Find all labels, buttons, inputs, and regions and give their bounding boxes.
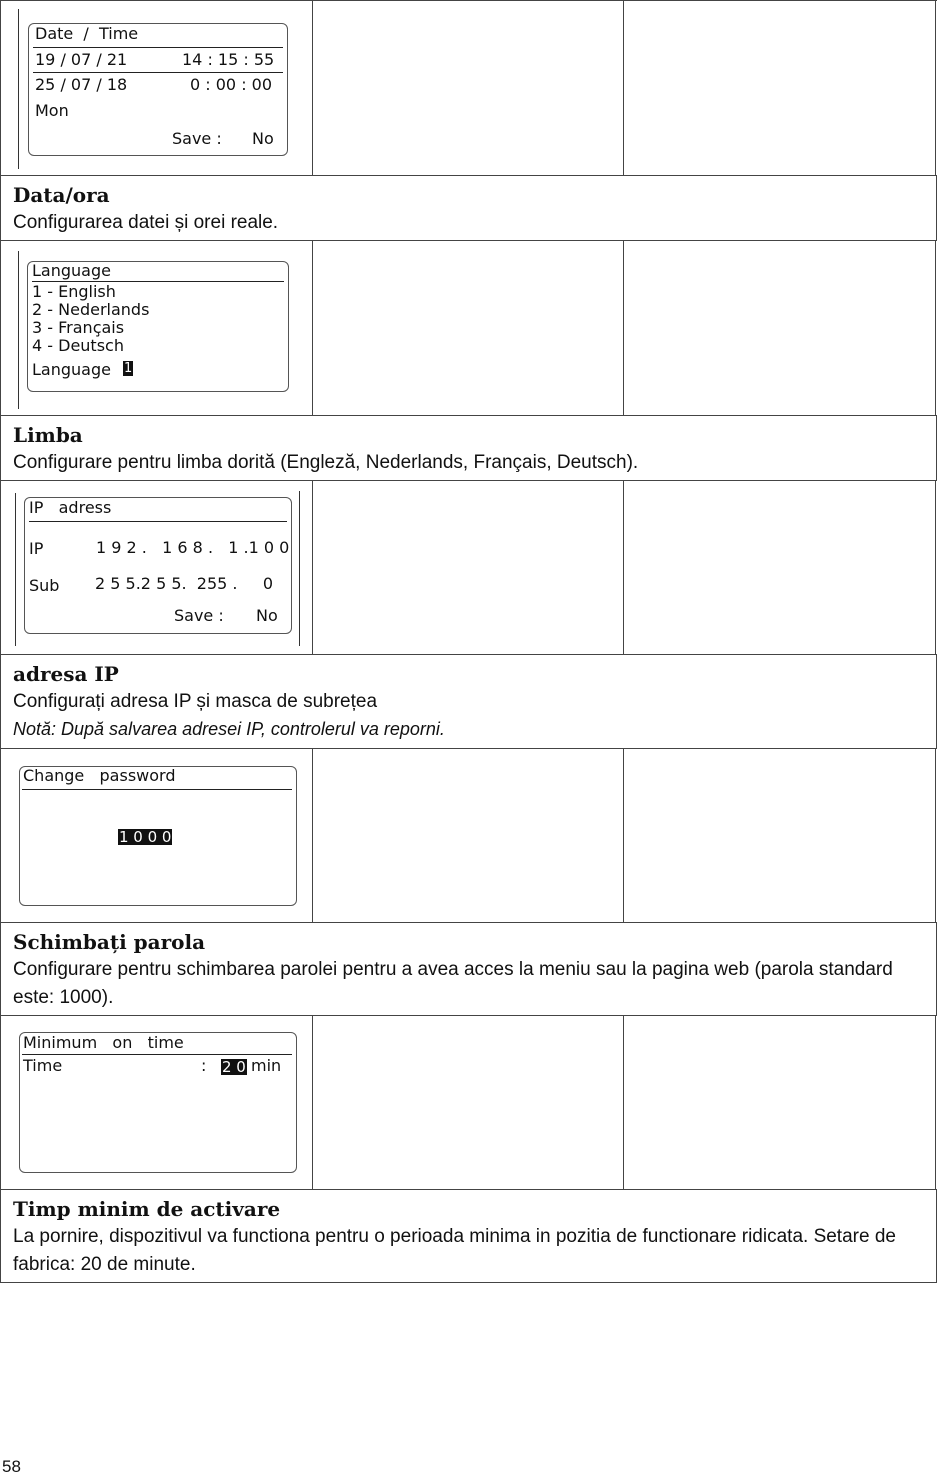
- empty-cell: [624, 749, 936, 922]
- section-description: Configurați adresa IP și masca de subrețea: [13, 691, 378, 712]
- screen-row-ip: [1, 481, 937, 655]
- lcd-save-label: Save :: [172, 129, 222, 148]
- lcd-password: [19, 766, 297, 906]
- text-row-password: [1, 923, 937, 1016]
- screen-cell: [1, 241, 313, 415]
- section-title: adresa IP: [13, 662, 119, 686]
- lcd-header: IP adress: [29, 498, 112, 517]
- lcd-min-time-value: 2 0: [222, 1058, 246, 1076]
- empty-cell: [624, 481, 936, 654]
- section-description: La pornire, dispozitivul va functiona pentru o perioada minima in pozitia de functionare ridicata. Setare de fabrica: 20 de minute.: [13, 1226, 896, 1275]
- empty-cell: [313, 749, 624, 922]
- lcd-language: [27, 261, 289, 392]
- lcd-subnet-value: 2 5 5.2 5 5. 255 . 0: [95, 574, 274, 593]
- lcd-password-value: 1 0 0 0: [119, 828, 172, 846]
- empty-cell: [313, 481, 624, 654]
- empty-cell: [313, 1, 624, 175]
- lcd-header: Minimum on time: [23, 1033, 184, 1052]
- lcd-save-value: No: [252, 129, 274, 148]
- lcd-divider: [33, 72, 283, 73]
- lcd-ip-value: 1 9 2 . 1 6 8 . 1 .1 0 0: [96, 538, 290, 557]
- lcd-language-option: 4 - Deutsch: [32, 336, 124, 355]
- lcd-language-option: 3 - Français: [32, 318, 125, 337]
- screen-cell: [1, 481, 313, 654]
- screen-row-password: [1, 749, 937, 923]
- section-title: Data/ora: [13, 183, 110, 207]
- lcd-save-value: No: [256, 606, 278, 625]
- screen-cell: [1, 749, 313, 922]
- lcd-header: Date / Time: [35, 24, 139, 43]
- screen-bar: [18, 9, 19, 169]
- screen-row-language: [1, 241, 937, 416]
- lcd-date-new: 25 / 07 / 18: [35, 75, 128, 94]
- lcd-language-option: 1 - English: [32, 282, 116, 301]
- screen-row-min-time: [1, 1016, 937, 1190]
- section-title: Schimbați parola: [13, 930, 206, 954]
- lcd-save-label: Save :: [174, 606, 224, 625]
- lcd-header: Language: [32, 261, 111, 280]
- lcd-date-current: 19 / 07 / 21: [35, 50, 128, 69]
- lcd-header: Change password: [23, 766, 176, 785]
- screen-row-datetime: [1, 1, 937, 176]
- lcd-time-current: 14 : 15 : 55: [182, 50, 275, 69]
- lcd-divider: [29, 521, 287, 522]
- section-description: Configurarea datei și orei reale.: [13, 212, 279, 233]
- empty-cell: [624, 241, 936, 415]
- lcd-ip-label: IP: [29, 539, 44, 558]
- lcd-time-new: 0 : 00 : 00: [190, 75, 273, 94]
- screen-bar: [18, 251, 19, 409]
- lcd-min-time: [19, 1032, 297, 1173]
- section-description: Configurare pentru limba dorită (Engleză, Nederlands, Français, Deutsch).: [13, 452, 639, 473]
- text-row-ip: [1, 655, 937, 749]
- screen-bar: [299, 491, 300, 646]
- text-row-datetime: [1, 176, 937, 241]
- section-title: Limba: [13, 423, 83, 447]
- lcd-divider: [22, 1054, 292, 1055]
- empty-cell: [313, 241, 624, 415]
- lcd-divider: [22, 789, 292, 790]
- section-title: Timp minim de activare: [13, 1197, 281, 1221]
- lcd-time-label: Time: [23, 1056, 63, 1075]
- empty-cell: [624, 1016, 936, 1189]
- empty-cell: [624, 1, 936, 175]
- lcd-unit: min: [251, 1056, 282, 1075]
- screen-cell: [1, 1016, 313, 1189]
- text-row-language: [1, 416, 937, 481]
- lcd-language-option: 2 - Nederlands: [32, 300, 150, 319]
- empty-cell: [313, 1016, 624, 1189]
- page-number: 58: [2, 1457, 21, 1476]
- lcd-language-value: 1: [124, 361, 133, 376]
- lcd-language-prompt: Language: [32, 360, 111, 379]
- lcd-ip: [24, 497, 292, 634]
- section-description: Configurare pentru schimbarea parolei pentru a avea acces la meniu sau la pagina web (parola standard este: 1000).: [13, 959, 893, 1008]
- text-row-min-time: [1, 1190, 937, 1283]
- lcd-datetime: [28, 23, 288, 156]
- lcd-subnet-label: Sub: [29, 576, 60, 595]
- lcd-divider: [33, 47, 283, 48]
- screen-bar: [15, 493, 16, 646]
- lcd-colon: :: [201, 1056, 207, 1075]
- section-note: Notă: După salvarea adresei IP, controlerul va reporni.: [13, 719, 445, 739]
- screen-cell: [1, 1, 313, 175]
- lcd-weekday: Mon: [35, 101, 69, 120]
